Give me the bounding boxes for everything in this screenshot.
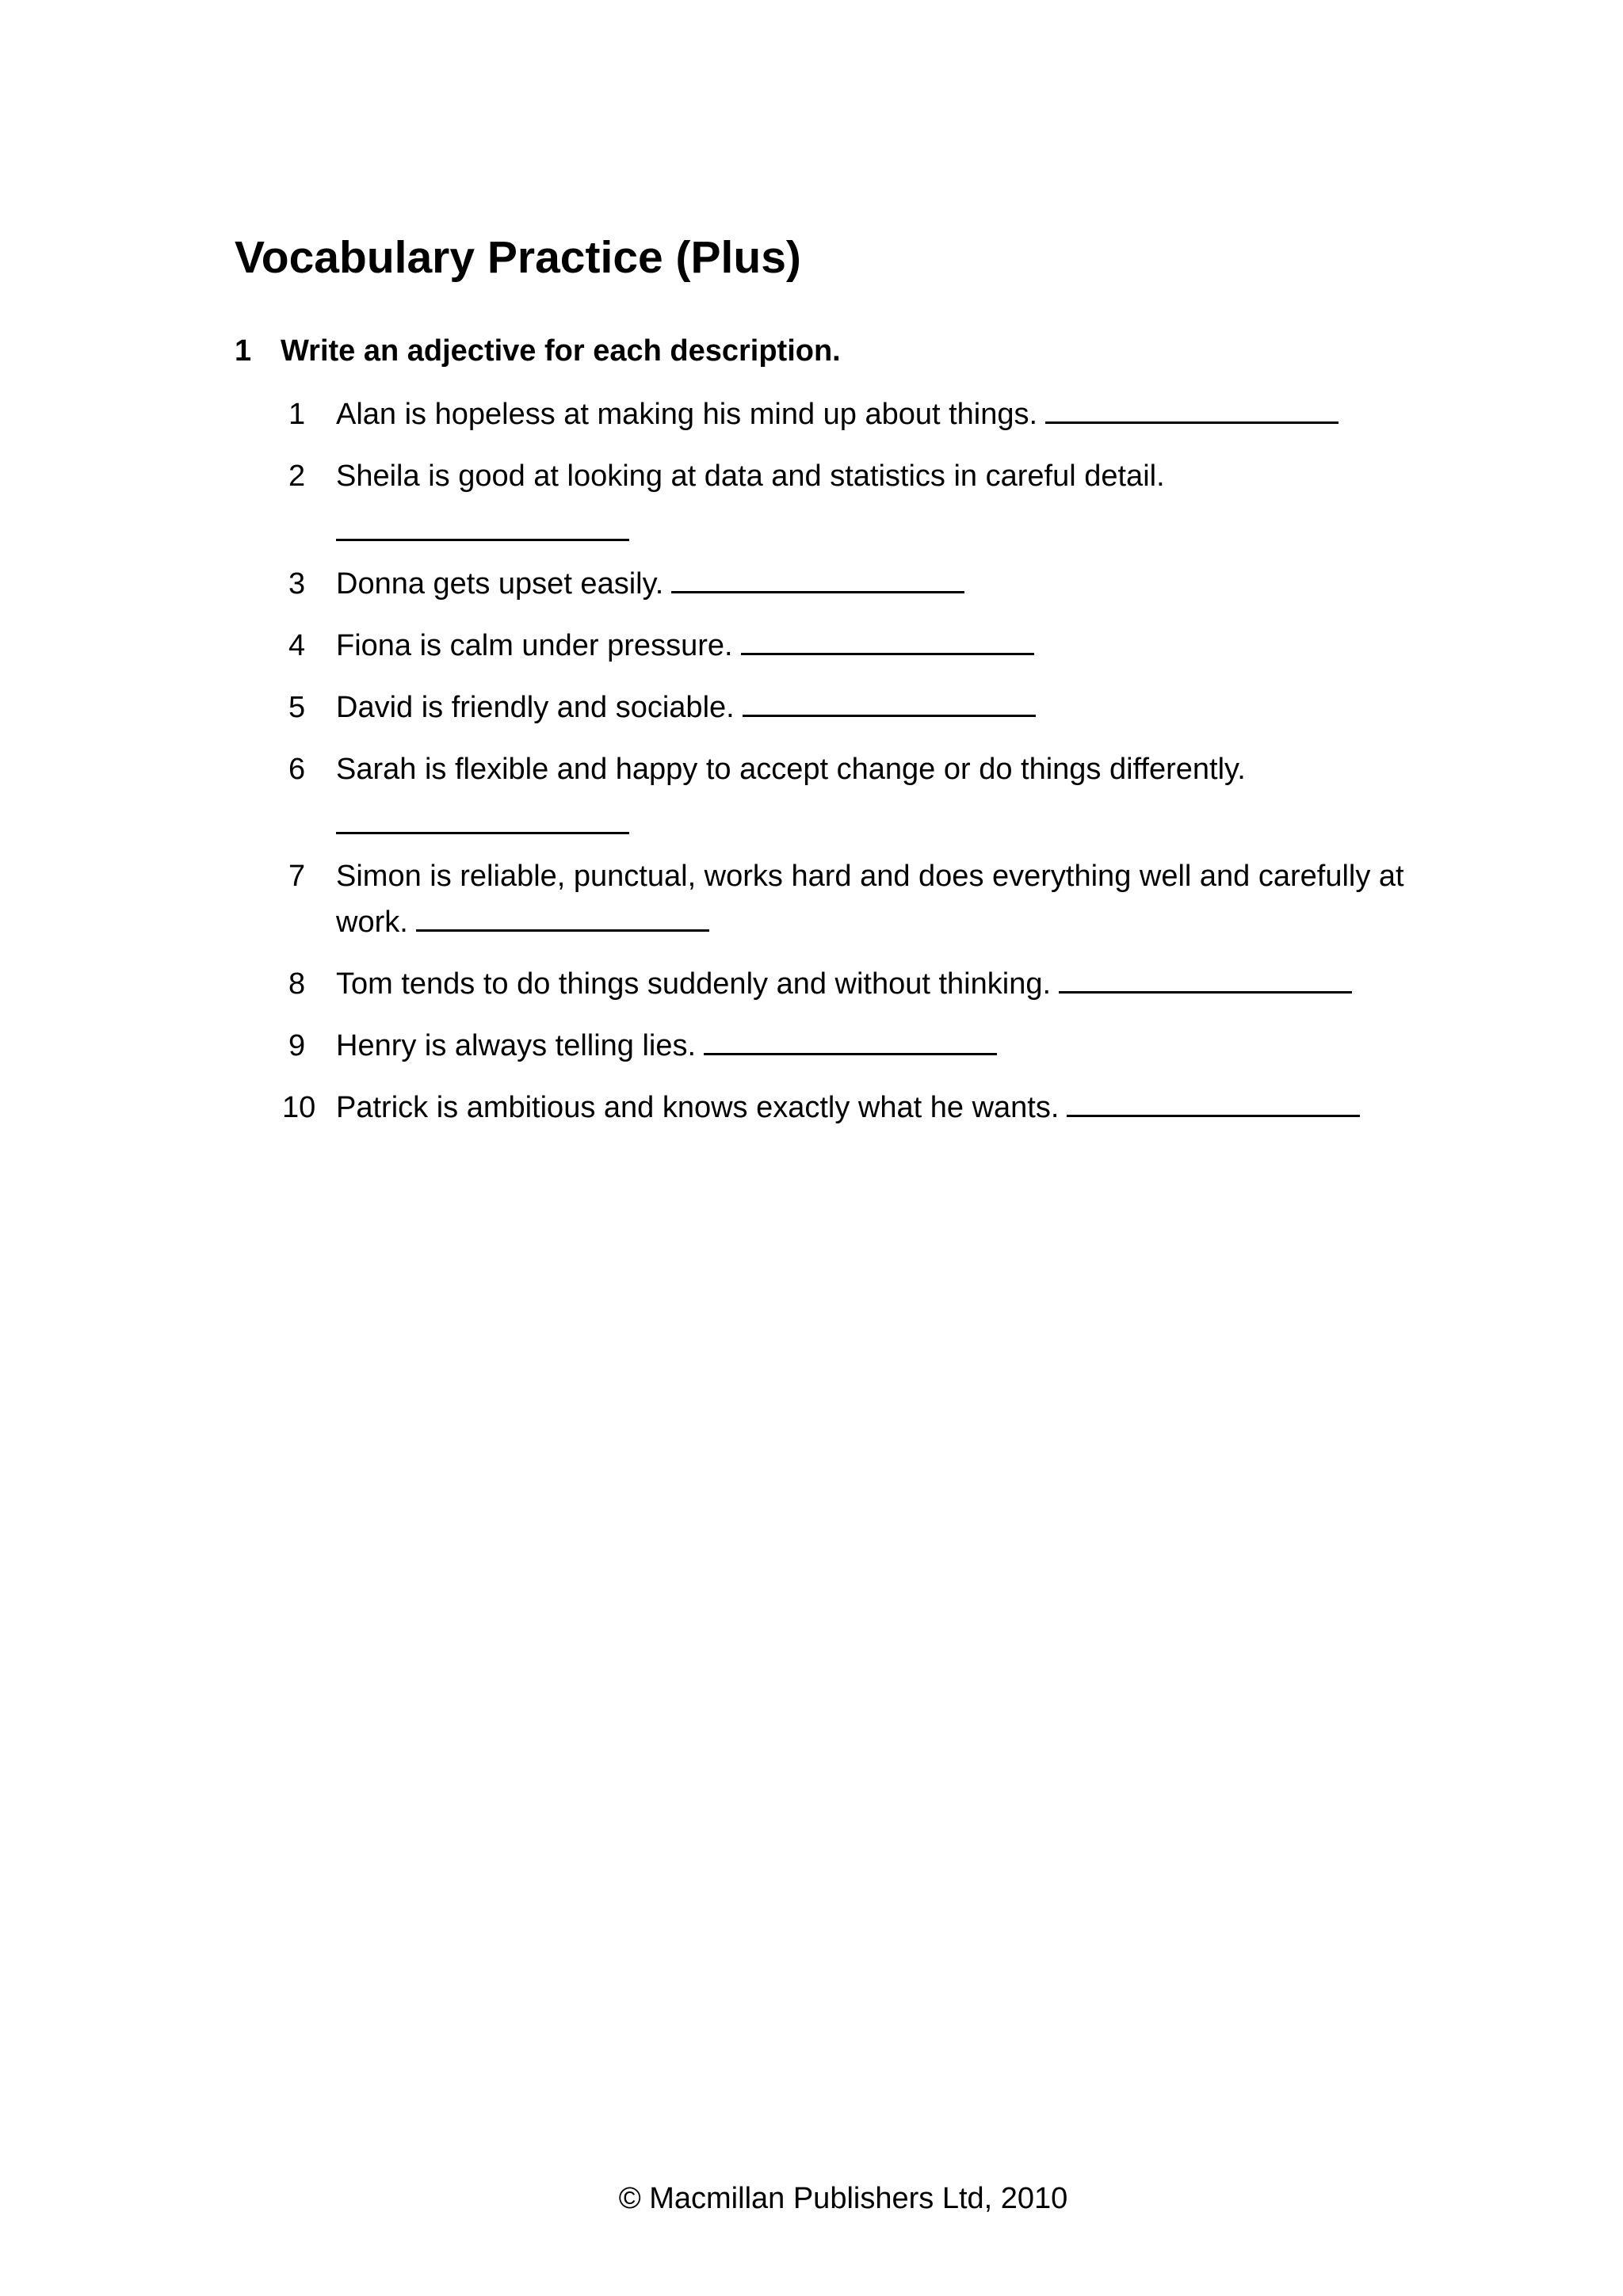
exercise-instruction: Write an adjective for each description. (281, 334, 841, 368)
answer-blank[interactable] (671, 561, 964, 593)
question-number: 9 (288, 1029, 306, 1062)
answer-blank[interactable] (743, 685, 1036, 717)
copyright-text: © Macmillan Publishers Ltd, 2010 (618, 2182, 1068, 2215)
question-text: Donna gets upset easily. (336, 567, 664, 601)
exercise-number: 1 (235, 334, 252, 368)
page-title: Vocabulary Practice (Plus) (235, 232, 801, 283)
question-text: Henry is always telling lies. (336, 1029, 697, 1062)
question-number: 2 (288, 460, 306, 493)
answer-blank[interactable] (416, 899, 709, 932)
answer-blank[interactable] (741, 623, 1034, 655)
copyright-footer (0, 2179, 1623, 2218)
question-number: 7 (288, 860, 306, 893)
question-number: 1 (288, 398, 306, 431)
question-number: 6 (288, 753, 306, 786)
question-number: 5 (288, 691, 306, 724)
question-text: David is friendly and sociable. (336, 691, 735, 724)
question-text: Alan is hopeless at making his mind up about things. (336, 398, 1038, 431)
question-text: Tom tends to do things suddenly and without thinking. (336, 967, 1052, 1001)
question-text: Simon is reliable, punctual, works hard and does everything well and carefully at work. (336, 860, 1404, 939)
question-number: 10 (282, 1091, 316, 1124)
question-number: 3 (288, 567, 306, 601)
question-number: 8 (288, 967, 306, 1001)
answer-blank[interactable] (336, 792, 629, 834)
answer-blank[interactable] (704, 1023, 997, 1055)
question-text: Fiona is calm under pressure. (336, 629, 733, 662)
answer-blank[interactable] (1059, 961, 1352, 994)
question-text: Sheila is good at looking at data and statistics in careful detail. (336, 460, 1165, 493)
question-number: 4 (288, 629, 306, 662)
question-text: Patrick is ambitious and knows exactly what he wants. (336, 1091, 1060, 1124)
answer-blank[interactable] (1045, 391, 1338, 424)
answer-blank[interactable] (336, 499, 629, 541)
question-text: Sarah is flexible and happy to accept change or do things differently. (336, 753, 1246, 786)
answer-blank[interactable] (1067, 1085, 1360, 1117)
